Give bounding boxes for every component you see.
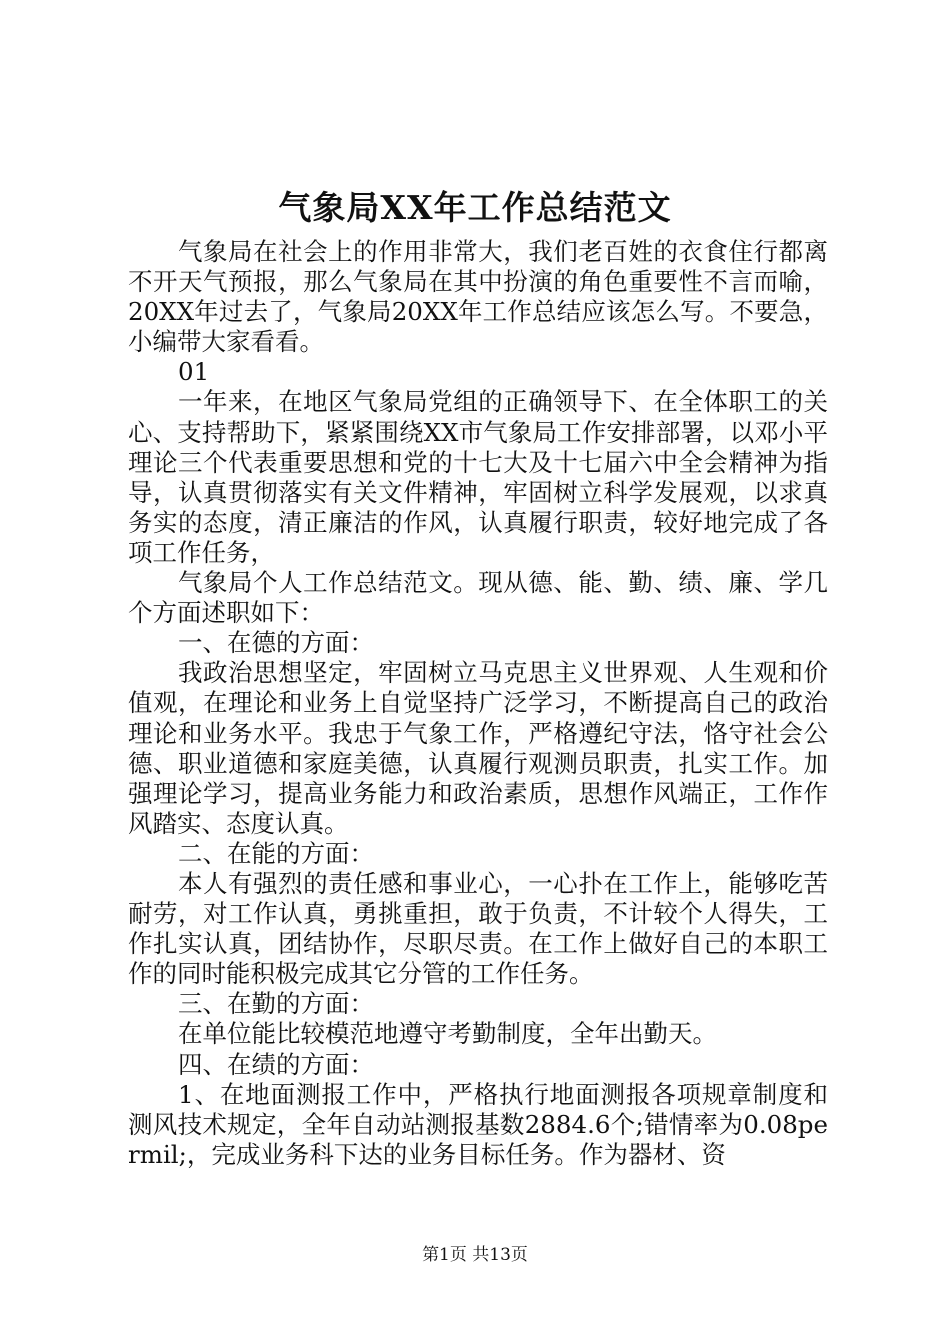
- heading-morality: 一、在德的方面：: [178, 628, 374, 658]
- paragraph-ability: 本人有强烈的责任感和事业心，一心扑在工作上，能够吃苦耐劳，对工作认真，勇挑重担，敢于负责，不计较个人得失，工作扎实认真，团结协作，尽职尽责。在工作上做好自己的本职工作的同时能积极完成其它分管的工作任务。: [128, 868, 828, 989]
- paragraph-report-aspects: 气象局个人工作总结范文。现从德、能、勤、绩、廉、学几个方面述职如下：: [128, 568, 828, 628]
- paragraph-intro: 气象局在社会上的作用非常大，我们老百姓的衣食住行都离不开天气预报，那么气象局在其中扮演的角色重要性不言而喻，20XX年过去了，气象局20XX年工作总结应该怎么写。不要急，小编带大家看看。: [128, 237, 828, 357]
- heading-ability: 二、在能的方面：: [178, 838, 374, 868]
- document-body: [128, 237, 828, 1170]
- paragraph-overview: 一年来，在地区气象局党组的正确领导下、在全体职工的关心、支持帮助下，紧紧围绕XX市气象局工作安排部署，以邓小平理论三个代表重要思想和党的十七大及十七届六中全会精神为指导，认真贯彻落实有关文件精神，牢固树立科学发展观，以求真务实的态度，清正廉洁的作风，认真履行职责，较好地完成了各项工作任务，: [128, 387, 828, 567]
- paragraph-diligence: 在单位能比较模范地遵守考勤制度，全年出勤天。: [178, 1019, 717, 1049]
- heading-diligence: 三、在勤的方面：: [178, 989, 374, 1019]
- paragraph-performance: 1、在地面测报工作中，严格执行地面测报各项规章制度和测风技术规定，全年自动站测报基数2884.6个;错情率为0.08permil;，完成业务科下达的业务目标任务。作为器材、资: [128, 1079, 828, 1169]
- page-footer: 第1页 共13页: [422, 1245, 528, 1265]
- heading-performance: 四、在绩的方面：: [178, 1049, 374, 1079]
- paragraph-section-number: 01: [178, 357, 210, 387]
- document-title: 气象局XX年工作总结范文: [278, 188, 672, 227]
- paragraph-morality: 我政治思想坚定，牢固树立马克思主义世界观、人生观和价值观，在理论和业务上自觉坚持广泛学习，不断提高自己的政治理论和业务水平。我忠于气象工作，严格遵纪守法，恪守社会公德、职业道德和家庭美德，认真履行观测员职责，扎实工作。加强理论学习，提高业务能力和政治素质，思想作风端正，工作作风踏实、态度认真。: [128, 658, 828, 838]
